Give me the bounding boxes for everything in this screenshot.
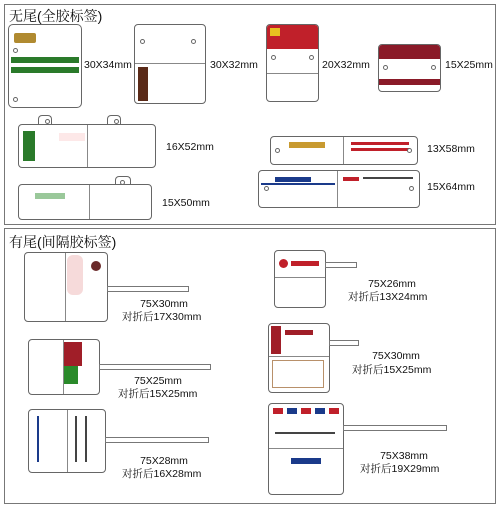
fold-line [275,277,325,278]
red-text-lines [351,142,409,145]
dark-brand-strip [138,67,148,101]
hole [431,65,436,70]
size-label: 20X32mm [322,59,370,71]
size-label: 15X64mm [427,181,475,193]
green-brand-mark [23,131,35,161]
tag-16x52 [18,124,156,168]
size-label: 15X25mm [445,59,493,71]
blue-brand-mark [291,458,321,464]
tag-tail [325,262,357,268]
red-brand-text [291,261,319,266]
size-label: 15X50mm [162,197,210,209]
hole [383,65,388,70]
decorative-frame [272,360,324,388]
hole [264,186,269,191]
tag-15x50 [18,184,152,220]
folded-size-label: 对折后15X25mm [118,388,198,400]
fold-line [89,185,90,219]
text-column [75,416,77,462]
tag-20x32 [266,24,319,102]
hole [13,97,18,102]
tail-tag-75x30-b [268,323,330,393]
hole [120,180,125,185]
tail-tag-75x38 [268,403,344,495]
red-brand-header [379,45,440,59]
red-brand-logo [279,259,288,268]
hole [13,48,18,53]
hole [271,55,276,60]
tail-tag-75x28 [28,409,106,473]
size-label: 75X38mm [380,450,428,462]
size-label: 75X30mm [140,298,188,310]
green-brand-band [11,57,79,63]
tag-13x58 [270,136,418,165]
tag-15x64 [258,170,420,208]
hole [407,148,412,153]
fold-line [87,125,88,167]
size-label: 30X32mm [210,59,258,71]
fold-line [67,410,68,472]
hole [275,148,280,153]
tag-tail [107,286,189,292]
blue-brand-logo [275,177,311,182]
hole [114,119,119,124]
tag-tail [343,425,447,431]
tail-tag-75x25 [28,339,100,395]
brand-circle-logo [91,261,101,271]
green-brand-band-2 [11,67,79,73]
fold-line [269,448,343,449]
size-label: 75X25mm [134,375,182,387]
yellow-emblem [270,28,280,36]
brand-logos-row [273,408,339,414]
size-label: 30X34mm [84,59,132,71]
blue-brand-stripe [261,183,335,185]
fold-line [337,171,338,207]
pink-pattern [67,255,83,295]
red-brand-text [285,330,313,335]
hole [309,55,314,60]
tag-15x25 [378,44,441,92]
tail-tag-75x30 [24,252,108,322]
fold-line [343,137,344,164]
folded-size-label: 对折后13X24mm [348,291,428,303]
tag-tail [329,340,359,346]
hole [191,39,196,44]
gold-brand-text [289,142,325,148]
red-text-lines-2 [351,148,409,151]
folded-size-label: 对折后19X29mm [360,463,440,475]
size-label: 75X26mm [368,278,416,290]
red-brand-mark [343,177,359,181]
green-brand-text [35,193,65,199]
text-lines [275,432,335,434]
hole [45,119,50,124]
tail-tag-75x26 [274,250,326,308]
red-brand-border [271,326,281,354]
folded-size-label: 对折后16X28mm [122,468,202,480]
text-column [85,416,87,462]
blue-text-column [37,416,39,462]
hole [140,39,145,44]
with-tail-section-title: 有尾(间隔胶标签) [9,234,117,250]
text-lines [363,177,413,179]
size-label: 16X52mm [166,141,214,153]
fold-line [267,73,318,74]
hole [409,186,414,191]
fold-line [135,63,205,64]
no-tail-section-title: 无尾(全胶标签) [9,8,103,24]
tag-30x32 [134,24,206,104]
red-brand-panel [64,342,82,366]
tag-tail [99,364,211,370]
size-label: 75X30mm [372,350,420,362]
tag-tail [105,437,209,443]
fold-line [65,253,66,321]
folded-size-label: 对折后15X25mm [352,364,432,376]
folded-size-label: 对折后17X30mm [122,311,202,323]
size-label: 75X28mm [140,455,188,467]
red-brand-footer [379,79,440,85]
tag-30x34 [8,24,82,108]
fold-line [269,356,329,357]
gold-bird-logo [14,33,36,43]
size-label: 13X58mm [427,143,475,155]
brand-text [59,133,85,141]
green-brand-wave [64,366,78,384]
